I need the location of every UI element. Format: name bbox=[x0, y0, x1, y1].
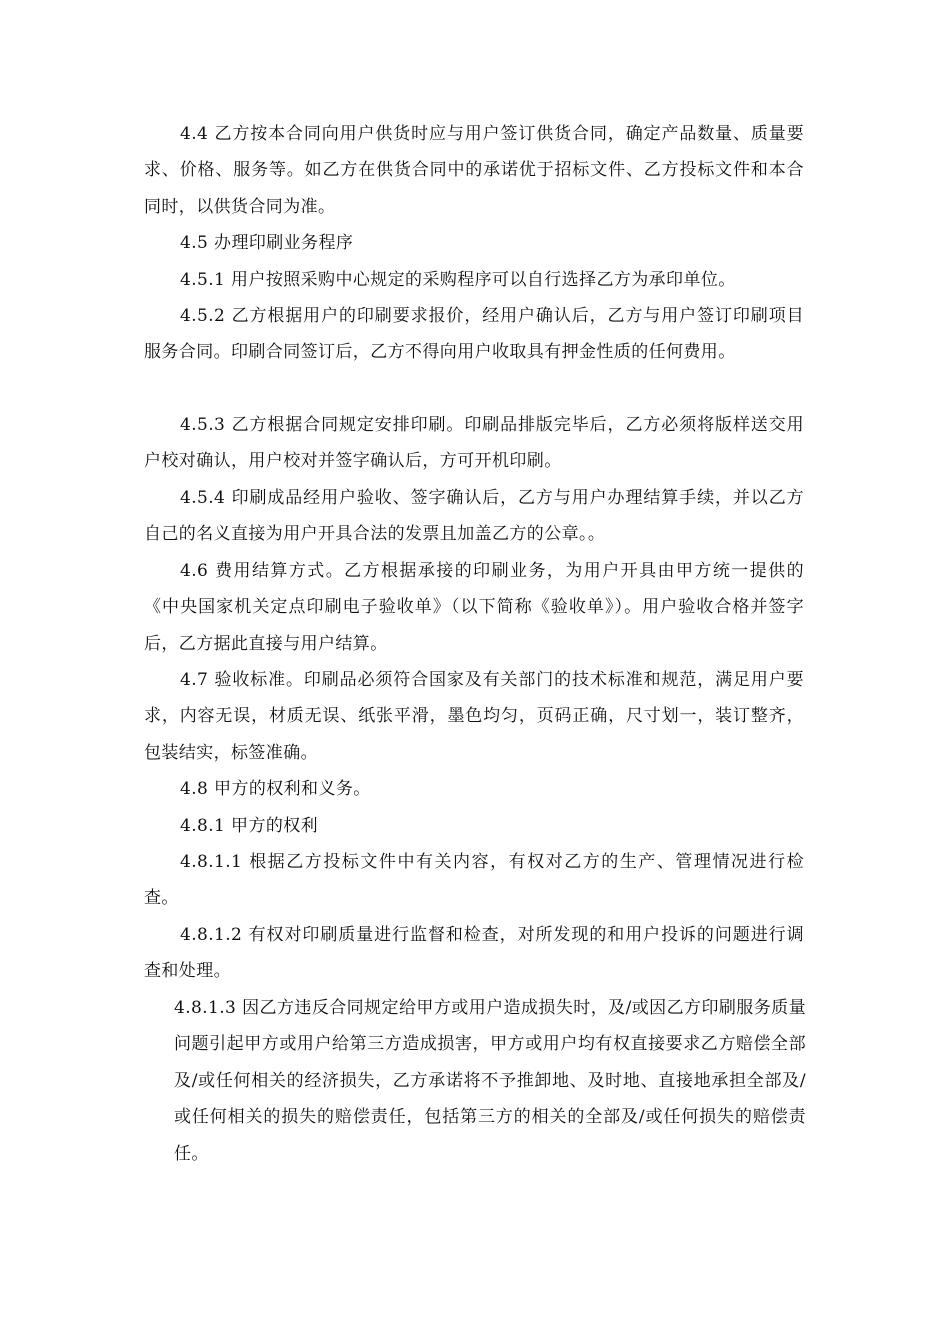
paragraph-4-5-1: 4.5.1 用户按照采购中心规定的采购程序可以自行选择乙方为承印单位。 bbox=[180, 270, 736, 290]
paragraph-4-8: 4.8 甲方的权利和义务。 bbox=[180, 779, 371, 799]
paragraph-4-5-3: 4.5.3 乙方根据合同规定安排印刷。印刷品排版完毕后，乙方必须将版样送交用户校对确认，用户校对并签字确认后，方可开机印刷。 bbox=[144, 415, 804, 472]
paragraph-4-8-1-1: 4.8.1.1 根据乙方投标文件中有关内容，有权对乙方的生产、管理情况进行检查。 bbox=[144, 852, 804, 909]
paragraph-4-5-4: 4.5.4 印刷成品经用户验收、签字确认后，乙方与用户办理结算手续，并以乙方自己的名义直接为用户开具合法的发票且加盖乙方的公章。。 bbox=[144, 488, 804, 545]
paragraph-4-8-1-2: 4.8.1.2 有权对印刷质量进行监督和检查，对所发现的和用户投诉的问题进行调查和处理。 bbox=[144, 925, 804, 982]
paragraph-4-6: 4.6 费用结算方式。乙方根据承接的印刷业务，为用户开具由甲方统一提供的《中央国家机关定点印刷电子验收单》（以下简称《验收单》）。用户验收合格并签字后，乙方据此直接与用户结算。 bbox=[144, 561, 804, 654]
paragraph-4-7: 4.7 验收标准。印刷品必须符合国家及有关部门的技术标准和规范，满足用户要求，内容无误，材质无误、纸张平滑，墨色均匀，页码正确，尺寸划一，装订整齐，包装结实，标签准确。 bbox=[144, 670, 804, 763]
paragraph-4-4: 4.4 乙方按本合同向用户供货时应与用户签订供货合同，确定产品数量、质量要求、价格、服务等。如乙方在供货合同中的承诺优于招标文件、乙方投标文件和本合同时，以供货合同为准。 bbox=[144, 124, 804, 217]
paragraph-4-8-1-3: 4.8.1.3 因乙方违反合同规定给甲方或用户造成损失时，及/或因乙方印刷服务质量问题引起甲方或用户给第三方造成损害，甲方或用户均有权直接要求乙方赔偿全部及/或任何相关的经济损失，乙方承诺将不予推卸地、及时地、直接地承担全部及/或任何相关的损失的赔偿责任，包括第三方的相关的全部及/或任何损失的赔偿责任。 bbox=[174, 998, 806, 1164]
paragraph-4-5-2: 4.5.2 乙方根据用户的印刷要求报价，经用户确认后，乙方与用户签订印刷项目服务合同。印刷合同签订后，乙方不得向用户收取具有押金性质的任何费用。 bbox=[144, 306, 804, 363]
paragraph-4-8-1: 4.8.1 甲方的权利 bbox=[180, 816, 319, 836]
paragraph-4-5: 4.5 办理印刷业务程序 bbox=[180, 233, 354, 253]
